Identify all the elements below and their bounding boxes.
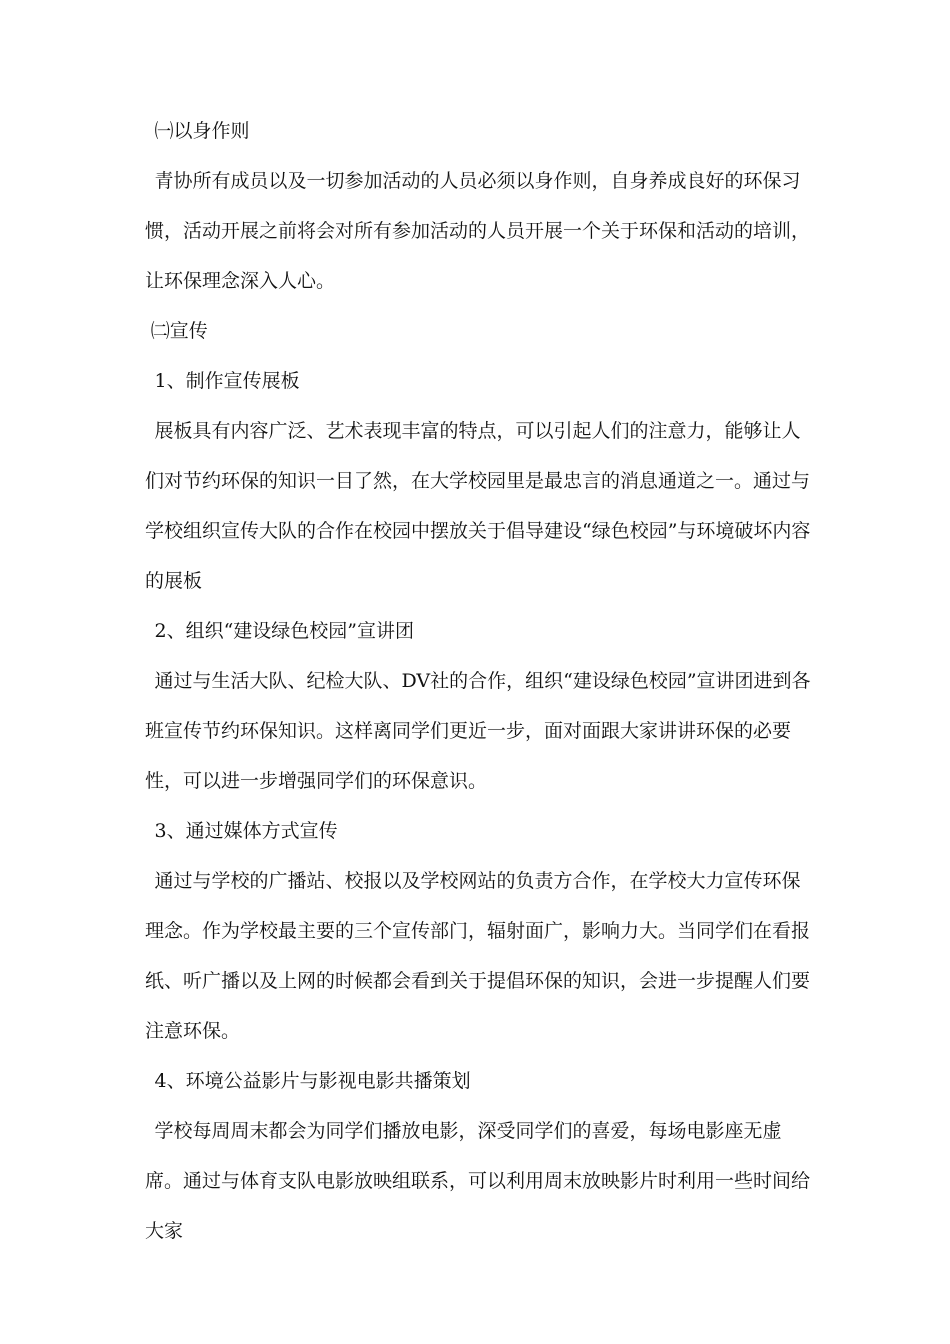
document-body <box>145 106 817 1256</box>
section-heading-lead-by-example: ㈠以身作则 <box>154 120 250 142</box>
section-heading-publicity: ㈡宣传 <box>150 320 208 342</box>
subheading-display-boards: 1、制作宣传展板 <box>154 370 300 392</box>
subheading-film-screening: 4、环境公益影片与影视电影共播策划 <box>154 1070 471 1092</box>
subheading-media-publicity: 3、通过媒体方式宣传 <box>154 820 338 842</box>
paragraph-lead-by-example: 青协所有成员以及一切参加活动的人员必须以身作则，自身养成良好的环保习惯，活动开展之前将会对所有参加活动的人员开展一个关于环保和活动的培训，让环保理念深入人心。 <box>145 170 811 292</box>
paragraph-media-publicity: 通过与学校的广播站、校报以及学校网站的负责方合作，在学校大力宣传环保理念。作为学校最主要的三个宣传部门，辐射面广，影响力大。当同学们在看报纸、听广播以及上网的时候都会看到关于提倡环保的知识，会进一步提醒人们要注意环保。 <box>145 870 811 1042</box>
paragraph-lecture-group: 通过与生活大队、纪检大队、DV社的合作，组织“建设绿色校园”宣讲团进到各班宣传节约环保知识。这样离同学们更近一步，面对面跟大家讲讲环保的必要性，可以进一步增强同学们的环保意识。 <box>145 670 811 792</box>
paragraph-film-screening: 学校每周周末都会为同学们播放电影，深受同学们的喜爱，每场电影座无虚席。通过与体育支队电影放映组联系，可以利用周末放映影片时利用一些时间给大家 <box>145 1120 811 1242</box>
subheading-lecture-group: 2、组织“建设绿色校园”宣讲团 <box>154 620 415 642</box>
paragraph-display-boards: 展板具有内容广泛、艺术表现丰富的特点，可以引起人们的注意力，能够让人们对节约环保的知识一目了然，在大学校园里是最忠言的消息通道之一。通过与学校组织宣传大队的合作在校园中摆放关于倡导建设“绿色校园”与环境破坏内容的展板 <box>145 420 811 592</box>
